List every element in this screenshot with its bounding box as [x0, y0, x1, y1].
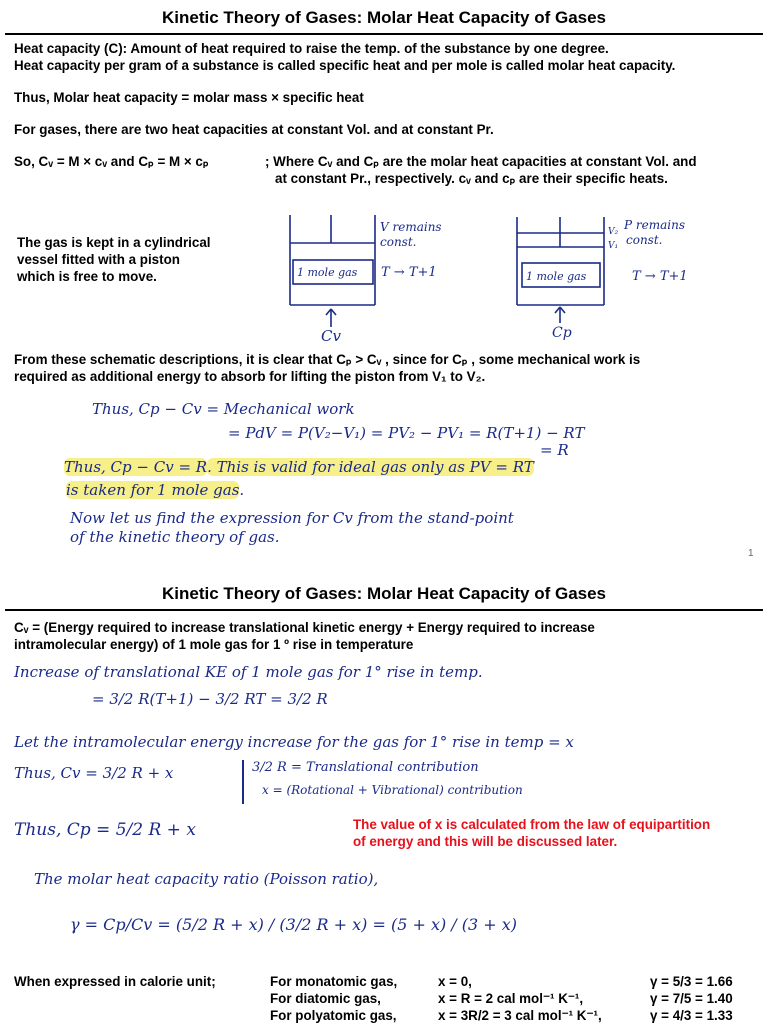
- specific-heat-definition: Heat capacity per gram of a substance is called specific heat and per mole is called molar heat capacity.: [14, 58, 676, 73]
- page-number: 1: [748, 548, 754, 559]
- hw-translational-contribution: 3/2 R = Translational contribution: [252, 760, 479, 775]
- highlight-one-mole: is taken for 1 mole gas: [66, 481, 240, 499]
- cv-definition-2: intramolecular energy) of 1 mole gas for 1 º rise in temperature: [14, 637, 414, 652]
- d1-note1: V remains: [380, 220, 442, 234]
- schematic-conclusion-2: required as additional energy to absorb for lifting the piston from V₁ to V₂.: [14, 369, 486, 384]
- hw-translational-derivation: = 3/2 R(T+1) − 3/2 RT = 3/2 R: [92, 690, 328, 708]
- hw-mechanical-work: Thus, Cp − Cv = Mechanical work: [92, 400, 355, 418]
- hw-cp-minus-cv-line: [64, 458, 534, 476]
- equipartition-note-1: The value of x is calculated from the law of equipartition: [353, 817, 711, 832]
- d2-gas-label: 1 mole gas: [526, 270, 587, 283]
- highlight-cp-minus-cv: Thus, Cp − Cv = R: [64, 458, 208, 476]
- polyatomic-x-value: x = 3R/2 = 3 cal mol⁻¹ K⁻¹,: [438, 1008, 602, 1023]
- hw-ideal-gas-note: . This is valid for ideal gas only as PV = RT: [207, 458, 534, 476]
- hw-gamma-expression: γ = Cp/Cv = (5/2 R + x) / (3/2 R + x) = (5 + x) / (3 + x): [70, 915, 518, 934]
- schematic-conclusion-1: From these schematic descriptions, it is clear that Cₚ > Cᵥ , since for Cₚ , some mechanical work is: [14, 352, 641, 367]
- polyatomic-gas-label: For polyatomic gas,: [270, 1008, 397, 1023]
- d2-v1-label: V₁: [608, 241, 619, 251]
- vessel-description-1: The gas is kept in a cylindrical: [17, 235, 211, 250]
- polyatomic-gamma: γ = 4/3 = 1.33: [650, 1008, 733, 1023]
- heat-capacity-definition: Heat capacity (C): Amount of heat required to raise the temp. of the substance by one degree.: [14, 41, 609, 56]
- hw-pdv-derivation: = PdV = P(V₂−V₁) = PV₂ − PV₁ = R(T+1) − RT: [228, 424, 585, 442]
- hw-brace: [242, 760, 244, 804]
- cv-cp-explanation-1: ; Where Cᵥ and Cₚ are the molar heat capacities at constant Vol. and: [265, 154, 697, 169]
- hw-kinetic-theory: of the kinetic theory of gas.: [70, 528, 280, 546]
- calorie-unit-label: When expressed in calorie unit;: [14, 974, 216, 989]
- d1-cv-label: Cv: [321, 327, 341, 345]
- hw-intramolecular-increase: Let the intramolecular energy increase for the gas for 1° rise in temp = x: [14, 733, 574, 751]
- title-divider: [5, 33, 763, 35]
- hw-equals-r: = R: [540, 441, 569, 459]
- two-heat-capacities-note: For gases, there are two heat capacities at constant Vol. and at constant Pr.: [14, 122, 494, 137]
- d1-note2: const.: [380, 235, 417, 249]
- hw-period: .: [239, 481, 245, 499]
- vessel-description-3: which is free to move.: [17, 269, 157, 284]
- d2-note2: const.: [626, 233, 663, 247]
- hw-poisson-ratio: The molar heat capacity ratio (Poisson ratio),: [34, 870, 379, 888]
- d2-note1: P remains: [624, 218, 685, 232]
- d2-temp-change: T → T+1: [632, 269, 688, 284]
- hw-rotational-vibrational: x = (Rotational + Vibrational) contribution: [262, 783, 523, 797]
- vessel-description-2: vessel fitted with a piston: [17, 252, 180, 267]
- title-divider-2: [5, 609, 763, 611]
- slide2-title: Kinetic Theory of Gases: Molar Heat Capacity of Gases: [161, 584, 607, 603]
- diatomic-gamma: γ = 7/5 = 1.40: [650, 991, 733, 1006]
- cv-cp-explanation-2: at constant Pr., respectively. cᵥ and cₚ are their specific heats.: [275, 171, 668, 186]
- constant-pressure-diagram: [512, 205, 742, 345]
- d1-temp-change: T → T+1: [381, 265, 437, 280]
- cv-cp-definition: So, Cᵥ = M × cᵥ and Cₚ = M × cₚ: [14, 154, 209, 169]
- molar-heat-capacity-relation: Thus, Molar heat capacity = molar mass × specific heat: [14, 90, 364, 105]
- diatomic-x-value: x = R = 2 cal mol⁻¹ K⁻¹,: [438, 991, 584, 1006]
- d1-gas-label: 1 mole gas: [297, 266, 358, 279]
- diatomic-gas-label: For diatomic gas,: [270, 991, 381, 1006]
- equipartition-note-2: of energy and this will be discussed later.: [353, 834, 618, 849]
- cv-definition-1: Cᵥ = (Energy required to increase translational kinetic energy + Energy required to increase: [14, 620, 595, 635]
- d2-cp-label: Cp: [552, 325, 572, 341]
- hw-translational-ke: Increase of translational KE of 1 mole gas for 1° rise in temp.: [14, 663, 483, 681]
- monatomic-x-value: x = 0,: [438, 974, 472, 989]
- hw-cp-expression: Thus, Cp = 5/2 R + x: [14, 820, 196, 840]
- slide1-title: Kinetic Theory of Gases: Molar Heat Capacity of Gases: [161, 8, 607, 27]
- monatomic-gas-label: For monatomic gas,: [270, 974, 398, 989]
- constant-volume-diagram: [285, 205, 485, 345]
- hw-cv-expression: Thus, Cv = 3/2 R + x: [14, 764, 174, 782]
- hw-one-mole-line: [66, 481, 244, 499]
- hw-find-cv: Now let us find the expression for Cv from the stand-point: [70, 509, 514, 527]
- monatomic-gamma: γ = 5/3 = 1.66: [650, 974, 733, 989]
- d2-v2-label: V₂: [608, 227, 619, 237]
